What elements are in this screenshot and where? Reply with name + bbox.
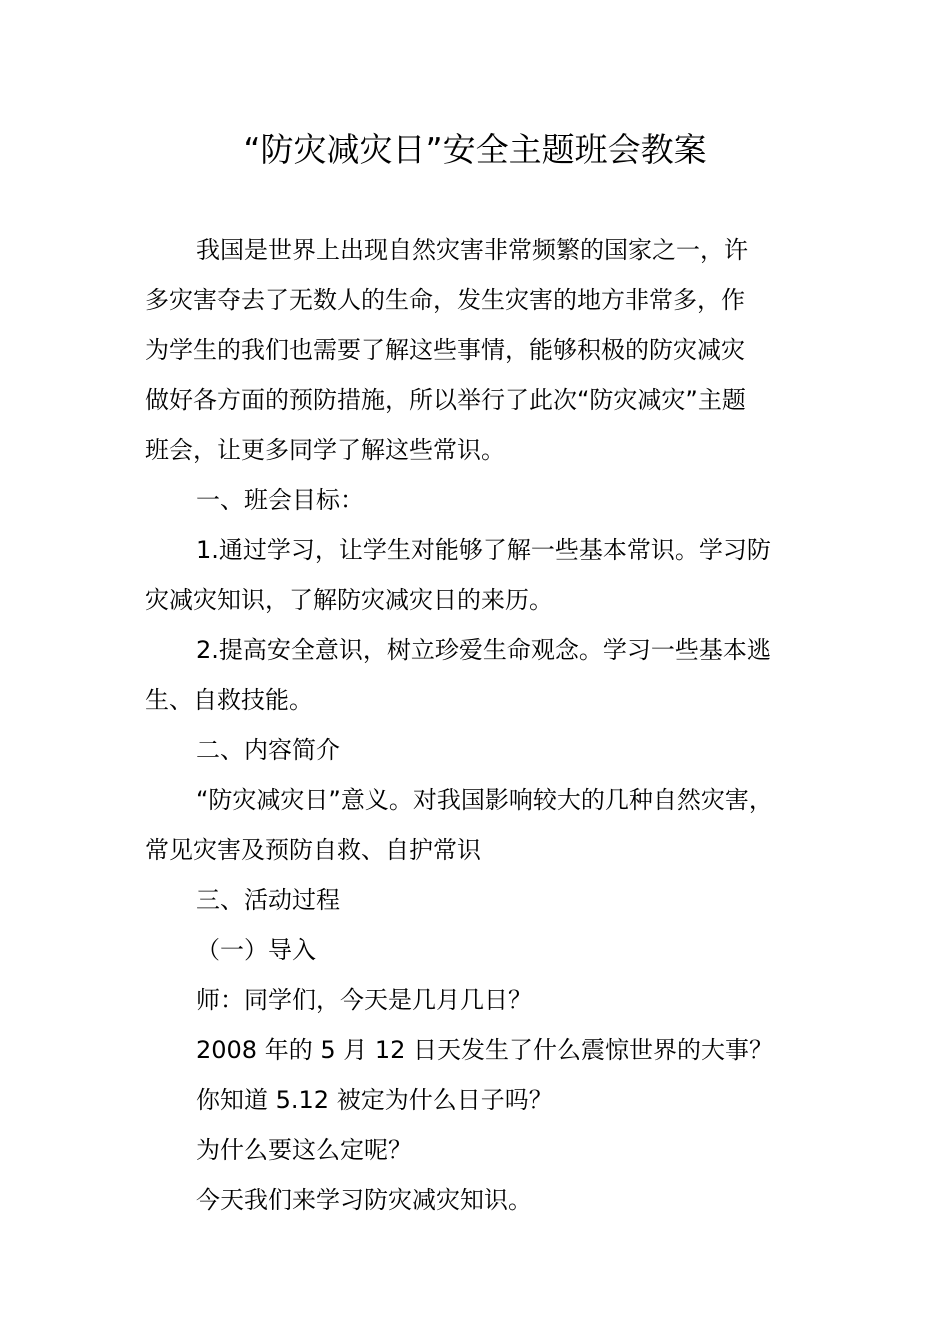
section-heading-process: 三、活动过程 [196,886,340,914]
intro-paragraph-line: 我国是世界上出现自然灾害非常频繁的国家之一，许 [196,236,748,264]
goal-item-line: 1.通过学习，让学生对能够了解一些基本常识。学习防 [196,536,771,564]
intro-paragraph-line: 为学生的我们也需要了解这些事情，能够积极的防灾减灾 [145,336,745,364]
dialogue-line: 为什么要这么定呢？ [196,1136,412,1164]
intro-paragraph-line: 做好各方面的预防措施，所以举行了此次“防灾减灾”主题 [145,386,746,414]
dialogue-line: 你知道 5.12 被定为什么日子吗？ [196,1086,553,1114]
content-summary-line: “防灾减灾日”意义。对我国影响较大的几种自然灾害， [196,786,773,814]
intro-paragraph-line: 班会，让更多同学了解这些常识。 [145,436,505,464]
dialogue-line: 师：同学们，今天是几月几日？ [196,986,532,1014]
content-summary-line: 常见灾害及预防自救、自护常识 [145,836,481,864]
section-heading-content: 二、内容简介 [196,736,340,764]
goal-item-line: 生、自救技能。 [145,686,313,714]
document-body [145,225,805,1225]
intro-paragraph-line: 多灾害夺去了无数人的生命，发生灾害的地方非常多，作 [145,286,745,314]
dialogue-line: 2008 年的 5 月 12 日天发生了什么震惊世界的大事？ [196,1036,774,1064]
dialogue-line: 今天我们来学习防灾减灾知识。 [196,1186,532,1214]
section-heading-goals: 一、班会目标： [196,486,364,514]
goal-item-line: 灾减灾知识，了解防灾减灾日的来历。 [145,586,553,614]
goal-item-line: 2.提高安全意识，树立珍爱生命观念。学习一些基本逃 [196,636,771,664]
document-title: “防灾减灾日”安全主题班会教案 [243,130,707,169]
subsection-heading-intro: （一）导入 [196,936,316,964]
